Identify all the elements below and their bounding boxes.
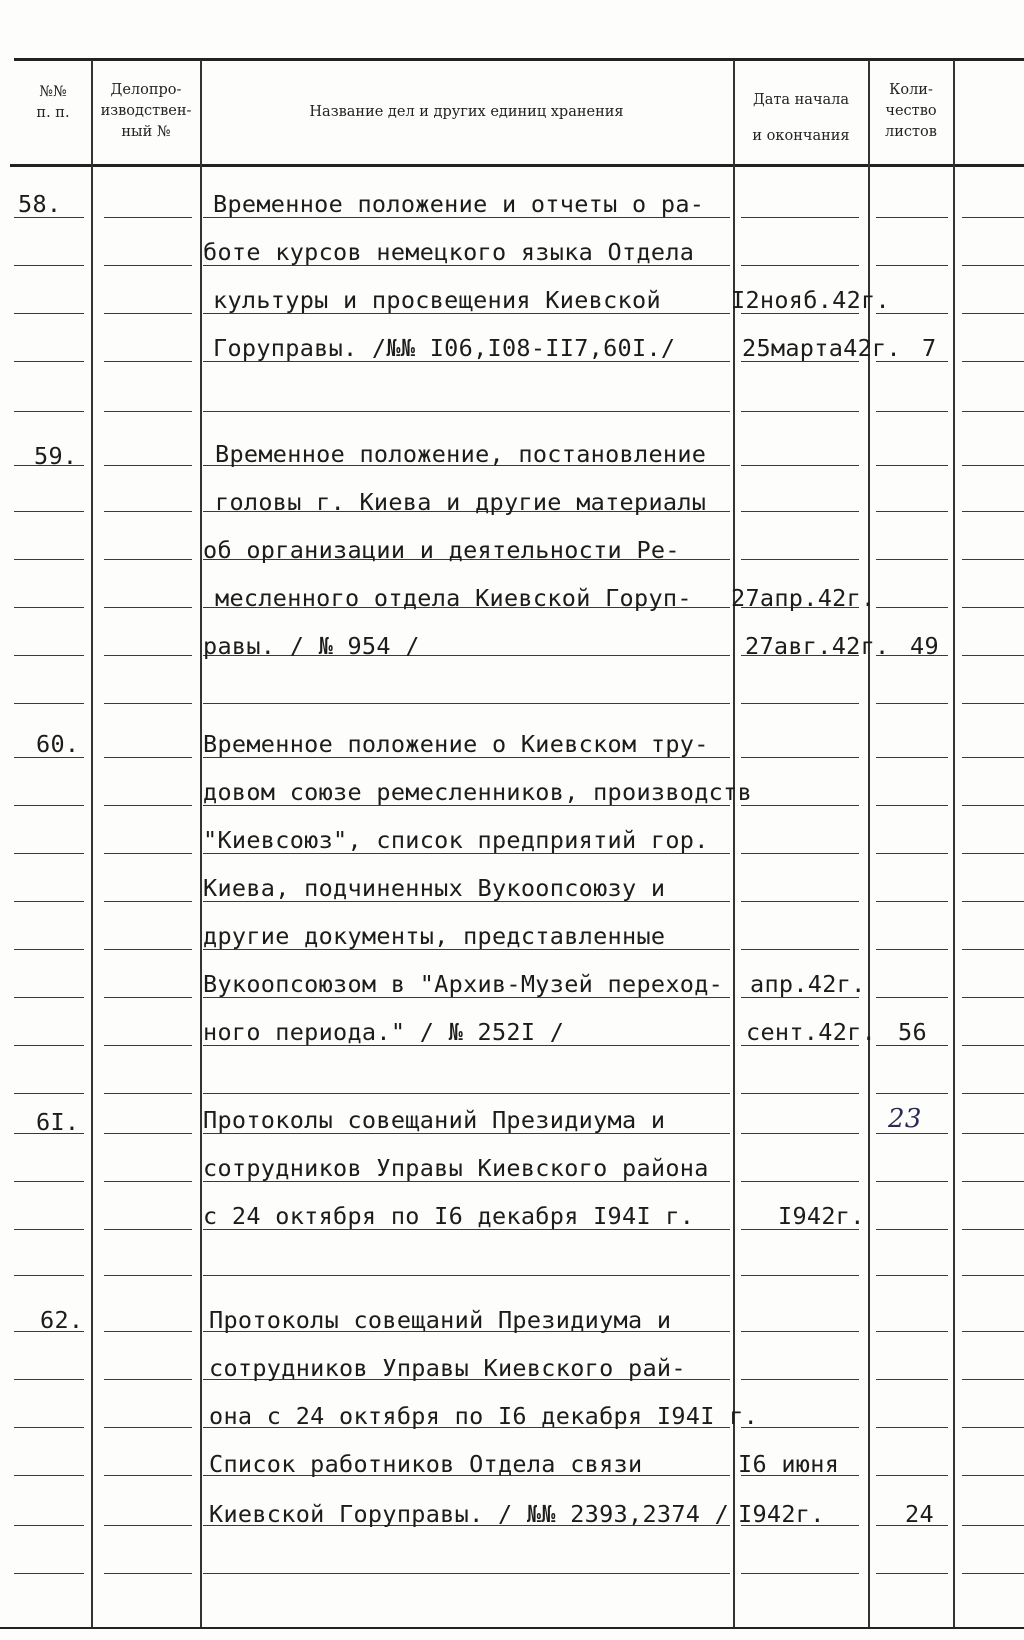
entry-title-line: довом союзе ремесленников, производств (203, 778, 753, 806)
date-start: I2нояб.42г. (731, 286, 890, 314)
entry-title-line: Список работников Отдела связи (209, 1450, 643, 1478)
ruled-line (741, 853, 859, 854)
ruled-line (104, 997, 192, 998)
entry-title-line: Горуправы. /№№ I06,I08-II7,60I./ (213, 334, 676, 362)
header-sheets-line-3: листов (885, 124, 937, 140)
ruled-line (741, 465, 859, 466)
ruled-line (14, 853, 84, 854)
entry-title-line: об организации и деятельности Ре- (203, 536, 680, 564)
ruled-line (14, 313, 84, 314)
entry-number: 62. (40, 1306, 84, 1334)
ruled-line (741, 1573, 859, 1574)
ruled-line (962, 411, 1024, 412)
ruled-line (876, 1331, 948, 1332)
sheet-count: 24 (905, 1500, 934, 1528)
ruled-line (14, 361, 84, 362)
ruled-line (962, 465, 1024, 466)
ruled-line (876, 901, 948, 902)
entry-title-line: Киевской Горуправы. / №№ 2393,2374 / (209, 1500, 730, 1528)
ruled-line (876, 1427, 948, 1428)
ruled-line (741, 703, 859, 704)
ruled-line (203, 411, 730, 412)
ruled-line (104, 853, 192, 854)
ruled-line (741, 1181, 859, 1182)
ruled-line (14, 559, 84, 560)
ruled-line (741, 805, 859, 806)
ruled-line (14, 997, 84, 998)
ruled-line (104, 757, 192, 758)
ruled-line (741, 1379, 859, 1380)
date-start: 27апр.42г. (731, 584, 876, 612)
header-case-line-1: Делопро- (110, 82, 182, 98)
ruled-line (876, 805, 948, 806)
ruled-line (876, 511, 948, 512)
ruled-line (876, 217, 948, 218)
ruled-line (14, 607, 84, 608)
ruled-line (104, 655, 192, 656)
ruled-line (203, 1275, 730, 1276)
header-bottom-border (10, 164, 1024, 167)
ruled-line (104, 1573, 192, 1574)
ruled-line (962, 1181, 1024, 1182)
ruled-line (876, 1275, 948, 1276)
ruled-line (104, 1045, 192, 1046)
ruled-line (962, 511, 1024, 512)
date-end: сент.42г. (746, 1018, 877, 1046)
ruled-line (962, 1045, 1024, 1046)
ruled-line (962, 901, 1024, 902)
ruled-line (962, 853, 1024, 854)
ruled-line (741, 411, 859, 412)
header-dates-line-1: Дата начала (752, 92, 850, 108)
ruled-line (104, 949, 192, 950)
ruled-line (104, 901, 192, 902)
ruled-line (14, 949, 84, 950)
ruled-line (876, 757, 948, 758)
ruled-line (203, 1573, 730, 1574)
ruled-line (876, 853, 948, 854)
entry-title-line: "Киевсоюз", список предприятий гор. (203, 826, 709, 854)
header-sheets-line-1: Коли- (889, 82, 933, 98)
ruled-line (104, 411, 192, 412)
ruled-line (962, 1573, 1024, 1574)
ruled-line (104, 1331, 192, 1332)
ruled-line (14, 1573, 84, 1574)
ruled-line (962, 1229, 1024, 1230)
ruled-line (962, 1275, 1024, 1276)
sheet-count-handwritten: 23 (888, 1104, 922, 1134)
sheet-count: 56 (898, 1018, 927, 1046)
ruled-line (14, 901, 84, 902)
ruled-line (876, 411, 948, 412)
ruled-line (876, 1181, 948, 1182)
ruled-line (962, 361, 1024, 362)
ruled-line (14, 1525, 84, 1526)
entry-title-line: Временное положение и отчеты о ра- (213, 190, 705, 218)
ruled-line (104, 805, 192, 806)
table-top-border (14, 58, 1024, 61)
ruled-line (14, 1229, 84, 1230)
ruled-line (741, 511, 859, 512)
header-num-line-1: №№ (39, 84, 67, 100)
entry-title-line: равы. / № 954 / (203, 632, 420, 660)
header-case-line-3: ный № (121, 124, 171, 140)
ruled-line (104, 607, 192, 608)
ruled-line (104, 1229, 192, 1230)
ruled-line (876, 997, 948, 998)
ruled-line (14, 265, 84, 266)
ruled-line (876, 1093, 948, 1094)
ruled-line (962, 1379, 1024, 1380)
ruled-line (14, 1093, 84, 1094)
ruled-line (962, 265, 1024, 266)
entry-title-line: ного периода." / № 252I / (203, 1018, 565, 1046)
entry-title-line: Протоколы совещаний Президиума и (203, 1106, 666, 1134)
ruled-line (962, 1093, 1024, 1094)
ruled-line (741, 901, 859, 902)
sheet-count: 49 (910, 632, 939, 660)
ruled-line (104, 1093, 192, 1094)
ruled-line (104, 1427, 192, 1428)
date-end: 27авг.42г. (745, 632, 890, 660)
ruled-line (962, 559, 1024, 560)
ruled-line (876, 1229, 948, 1230)
header-case-number (94, 80, 198, 143)
entry-title-line: Временное положение о Киевском тру- (203, 730, 709, 758)
ruled-line (104, 1133, 192, 1134)
ruled-line (741, 1093, 859, 1094)
ruled-line (14, 411, 84, 412)
entry-number: 60. (36, 730, 80, 758)
ruled-line (104, 1379, 192, 1380)
ruled-line (876, 465, 948, 466)
header-case-line-2: изводствен- (100, 103, 192, 119)
ruled-line (14, 1427, 84, 1428)
ruled-line (962, 703, 1024, 704)
date-end: 25марта42г. (742, 334, 901, 362)
header-dates (736, 82, 866, 154)
ruled-line (14, 655, 84, 656)
ruled-line (876, 607, 948, 608)
date-start: I942г. (778, 1202, 865, 1230)
ruled-line (962, 655, 1024, 656)
ruled-line (104, 465, 192, 466)
header-sheets-line-2: чество (885, 103, 937, 119)
ruled-line (741, 265, 859, 266)
ruled-line (203, 703, 730, 704)
ruled-line (741, 757, 859, 758)
ruled-line (741, 1275, 859, 1276)
ruled-line (14, 1045, 84, 1046)
ruled-line (876, 949, 948, 950)
ruled-line (14, 1475, 84, 1476)
ruled-line (104, 1181, 192, 1182)
header-num-line-2: п. п. (36, 105, 70, 121)
entry-title-line: Вукоопсоюзом в "Архив-Музей переход- (203, 970, 724, 998)
ruled-line (104, 1475, 192, 1476)
ruled-line (104, 313, 192, 314)
ruled-line (876, 703, 948, 704)
header-title: Название дел и других единиц хранения (309, 104, 624, 120)
ruled-line (962, 1475, 1024, 1476)
ruled-line (962, 1133, 1024, 1134)
ruled-line (104, 217, 192, 218)
table-bottom-border (0, 1627, 1024, 1629)
ruled-line (962, 217, 1024, 218)
ruled-line (741, 559, 859, 560)
ruled-line (104, 265, 192, 266)
ruled-line (962, 949, 1024, 950)
entry-number: 6I. (36, 1108, 80, 1136)
ruled-line (104, 703, 192, 704)
ruled-line (962, 805, 1024, 806)
ruled-line (962, 1331, 1024, 1332)
ruled-line (962, 607, 1024, 608)
date-start: I6 июня (738, 1450, 840, 1478)
entry-title-line: головы г. Киева и другие материалы (215, 488, 707, 516)
entry-title-line: Протоколы совещаний Президиума и (209, 1306, 672, 1334)
ruled-line (741, 1331, 859, 1332)
ruled-line (741, 949, 859, 950)
entry-title-line: Временное положение, постановление (215, 440, 707, 468)
ruled-line (14, 1275, 84, 1276)
header-sheets (871, 80, 951, 143)
entry-title-line: боте курсов немецкого языка Отдела (203, 238, 695, 266)
entry-title-line: сотрудников Управы Киевского района (203, 1154, 709, 1182)
ruled-line (741, 1427, 859, 1428)
ruled-line (203, 1093, 730, 1094)
column-divider (200, 60, 202, 1627)
ruled-line (104, 361, 192, 362)
ruled-line (104, 559, 192, 560)
ruled-line (741, 217, 859, 218)
entry-title-line: она с 24 октября по I6 декабря I94I г. (209, 1402, 759, 1430)
entry-number: 58. (18, 190, 62, 218)
ruled-line (962, 1525, 1024, 1526)
ruled-line (14, 1181, 84, 1182)
entry-title-line: Киева, подчиненных Вукоопсоюзу и (203, 874, 666, 902)
ruled-line (962, 757, 1024, 758)
ruled-line (104, 511, 192, 512)
date-start: апр.42г. (750, 970, 866, 998)
entry-number: 59. (34, 442, 78, 470)
ruled-line (876, 1573, 948, 1574)
ruled-line (876, 265, 948, 266)
ruled-line (876, 1475, 948, 1476)
ruled-line (14, 805, 84, 806)
sheet-count: 7 (922, 334, 937, 362)
entry-title-line: месленного отдела Киевской Горуп- (215, 584, 692, 612)
ruled-line (962, 313, 1024, 314)
entry-title-line: другие документы, представленные (203, 922, 666, 950)
ruled-line (876, 559, 948, 560)
ruled-line (104, 1525, 192, 1526)
column-divider (91, 60, 93, 1627)
ruled-line (962, 1427, 1024, 1428)
column-divider (953, 60, 955, 1627)
entry-title-line: сотрудников Управы Киевского рай- (209, 1354, 686, 1382)
ruled-line (14, 511, 84, 512)
header-num (18, 82, 88, 124)
entry-title-line: с 24 октября по I6 декабря I94I г. (203, 1202, 695, 1230)
ruled-line (14, 1379, 84, 1380)
ruled-line (104, 1275, 192, 1276)
date-end: I942г. (738, 1500, 825, 1528)
entry-title-line: культуры и просвещения Киевской (213, 286, 661, 314)
ruled-line (876, 1379, 948, 1380)
ruled-line (14, 703, 84, 704)
ruled-line (741, 1133, 859, 1134)
header-dates-line-2: и окончания (752, 128, 850, 144)
ruled-line (962, 997, 1024, 998)
